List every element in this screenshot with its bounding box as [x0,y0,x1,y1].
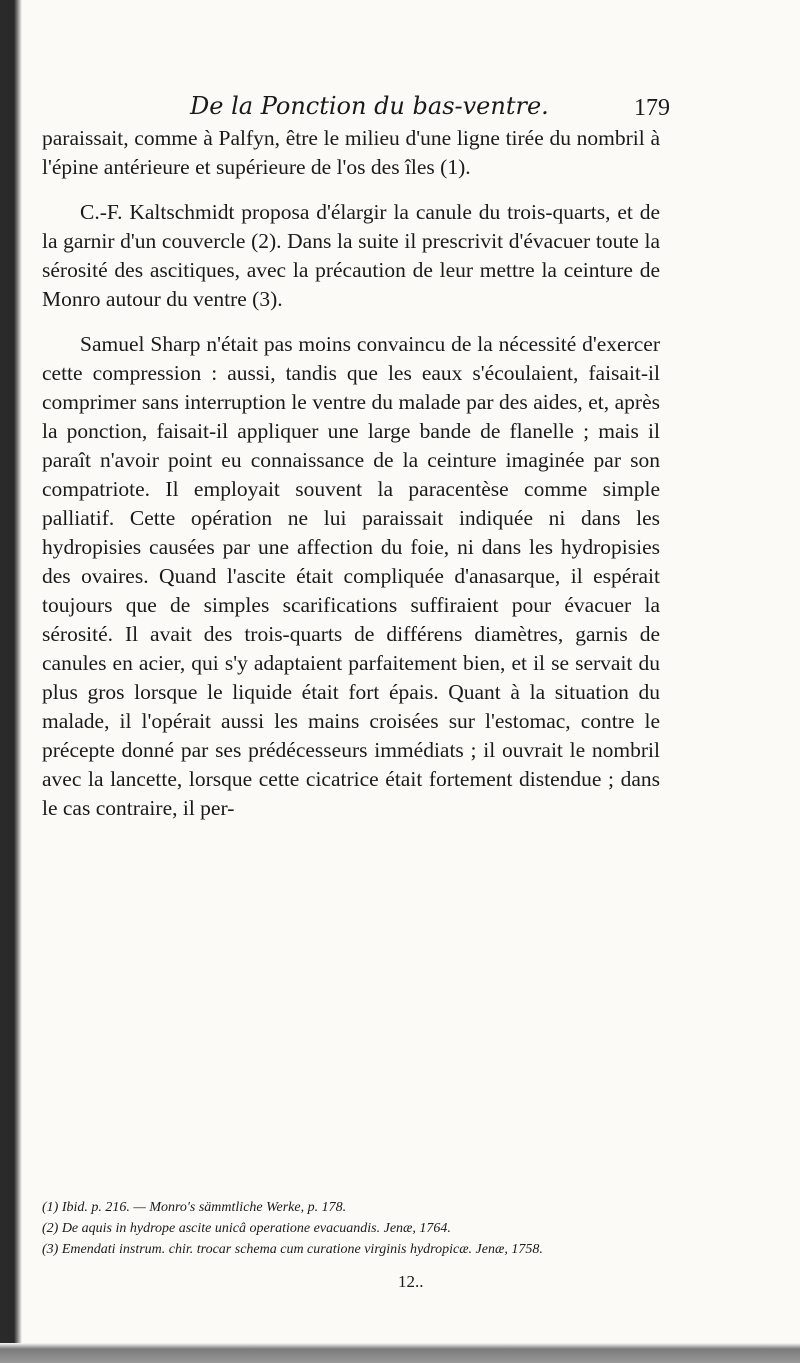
main-text [42,124,660,823]
footnotes [42,1197,660,1260]
footnote-2: (2) De aquis in hydrope ascite unicâ operatione evacuandis. Jenæ, 1764. [42,1221,451,1236]
signature-mark: 12.. [398,1272,424,1291]
footnote-3: (3) Emendati instrum. chir. trocar schema cum curatione virginis hydropicæ. Jenæ, 1758. [42,1242,543,1257]
page-header [190,86,670,126]
paragraph-sharp: Samuel Sharp n'était pas moins convaincu de la nécessité d'exercer cette compression : aussi, tandis que les eaux s'écoulaient, faisait-il comprimer sans interruption le ventre du malade par des aides, et, après la ponction, faisait-il appliquer une large bande de flanelle ; mais il paraît n'avoir point eu connaissance de la ceinture imaginée par son compatriote. Il employait souvent la paracentèse comme simple palliatif. Cette opération ne lui paraissait indiquée ni dans les hydropisies causées par une affection du foie, ni dans les hydropisies des ovaires. Quand l'ascite était compliquée d'anasarque, il espérait toujours que de simples scarifications suffiraient pour évacuer la sérosité. Il avait des trois-quarts de différens diamètres, garnis de canules en acier, qui s'y adaptaient parfaitement bien, et il se servait du plus gros lorsque le liquide était fort épais. Quant à la situation du malade, il l'opérait aussi les mains croisées sur l'estomac, contre le précepte donné par ses prédécesseurs immédiats ; il ouvrait le nombril avec la lancette, lorsque cette cicatrice était fortement distendue ; dans le cas contraire, il per- [42,332,660,820]
paragraph-kaltschmidt: C.-F. Kaltschmidt proposa d'élargir la canule du trois-quarts, et de la garnir d'un couvercle (2). Dans la suite il prescrivit d'évacuer toute la sérosité des ascitiques, avec la précaution de leur mettre la ceinture de Monro autour du ventre (3). [42,200,660,311]
page-binding-edge [0,0,22,1363]
page-bottom-edge [0,1343,800,1363]
page-number: 179 [634,95,670,121]
running-title: De la Ponction du bas-ventre. [190,92,549,120]
footnote-1: (1) Ibid. p. 216. — Monro's sämmtliche Werke, p. 178. [42,1200,347,1215]
paragraph-continuation: paraissait, comme à Palfyn, être le milieu d'une ligne tirée du nombril à l'épine antérieure et supérieure de l'os des îles (1). [42,126,660,179]
